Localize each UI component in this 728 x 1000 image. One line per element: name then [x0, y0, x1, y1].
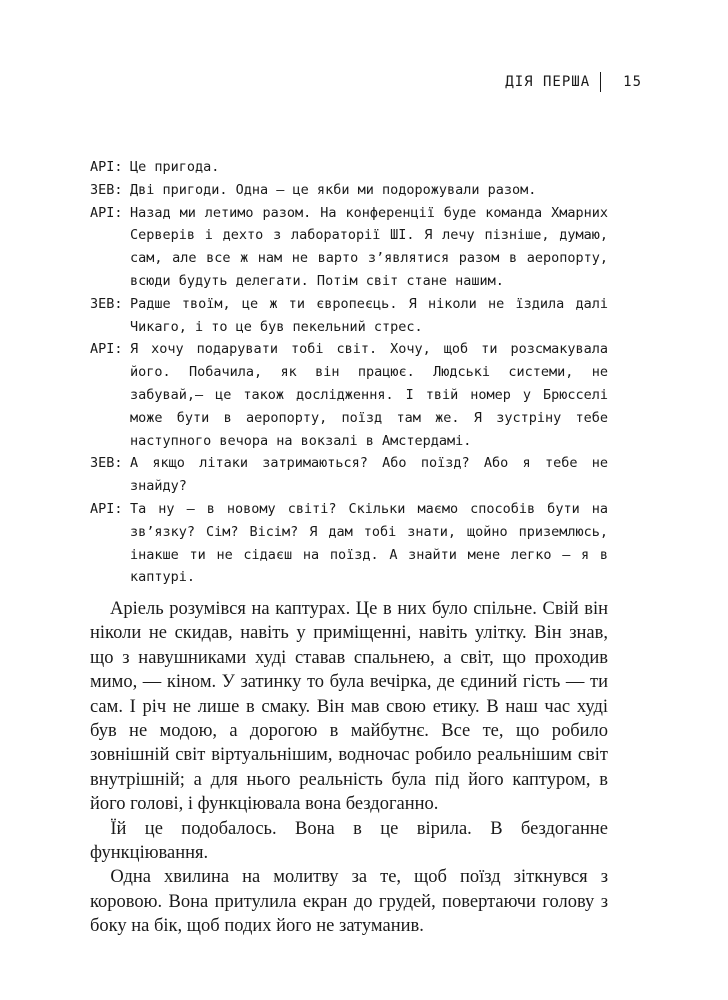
- dialogue-text: Це пригода.: [130, 159, 220, 175]
- speaker-label: ЗЕВ:: [90, 181, 123, 198]
- dialogue-line: [90, 293, 608, 339]
- speaker-label: АРІ:: [90, 500, 123, 517]
- speaker-label: ЗЕВ:: [90, 295, 123, 312]
- dialogue-text: А якщо літаки затримаються? Або поїзд? Або я тебе не знайду?: [130, 455, 608, 495]
- prose-paragraph: Одна хвилина на молитву за те, щоб поїзд зіткнувся з коровою. Вона притулила екран до грудей, повертаючи голову з боку на бік, щоб подих його не затуманив.: [90, 867, 608, 937]
- dialogue-text: Я хочу подарувати тобі світ. Хочу, щоб ти розсмакувала його. Побачила, як він працює. Людські системи, не забувай,— це також дослідження. І твій номер у Брюсселі може бути в аеропорту, поїзд там же. Я зустріну тебе наступного вечора на вокзалі в Амстердамі.: [130, 341, 608, 449]
- prose-block: [90, 597, 608, 939]
- running-head: [505, 72, 642, 92]
- prose-paragraph: Їй це подобалось. Вона в це вірила. В бездоганне функціювання.: [90, 818, 608, 864]
- speaker-label: АРІ:: [90, 341, 123, 358]
- dialogue-line: [90, 156, 608, 179]
- dialogue-text: Радше твоїм, це ж ти європеєць. Я ніколи не їздила далі Чикаго, і то це був пекельний стрес.: [130, 295, 608, 335]
- dialogue-line: [90, 338, 608, 452]
- section-title: ДІЯ ПЕРША: [505, 72, 601, 92]
- dialogue-line: [90, 179, 608, 202]
- dialogue-block: [90, 156, 608, 589]
- dialogue-text: Та ну — в новому світі? Скільки маємо способів бути на зв’язку? Сім? Вісім? Я дам тобі знати, щойно приземлюсь, інакше ти не сідаєш на поїзд. А знайти мене легко — я в каптурі.: [130, 500, 608, 586]
- dialogue-text: Назад ми летимо разом. На конференції буде команда Хмарних Серверів і дехто з лабораторії ШІ. Я лечу пізніше, думаю, сам, але все ж нам не варто з’являтися разом в аеропорту, всюди будуть делегати. Потім світ стане нашим.: [130, 204, 608, 289]
- page-number: 15: [623, 74, 642, 90]
- dialogue-line: [90, 202, 608, 293]
- dialogue-text: Дві пригоди. Одна — це якби ми подорожували разом.: [130, 181, 537, 198]
- speaker-label: ЗЕВ:: [90, 455, 123, 472]
- dialogue-line: [90, 498, 608, 589]
- speaker-label: АРІ:: [90, 159, 123, 175]
- dialogue-line: [90, 452, 608, 498]
- speaker-label: АРІ:: [90, 204, 123, 221]
- prose-paragraph: Аріель розумівся на каптурах. Це в них було спільне. Свій він ніколи не скидав, навіть у приміщенні, навіть улітку. Він знав, що з навушниками худі ставав спальнею, а світ, що проходив мимо, — кіном. У затинку то була вечірка, де єдиний гість — ти сам. І річ не лише в смаку. Він мав свою етику. В наш час худі був не модою, а дорогою в майбутнє. Все те, що робило зовнішній світ віртуальнішим, водночас робило реальнішим світ внутрішній; а для нього реальність була під його каптуром, в його голові, і функціювала вона бездоганно.: [90, 599, 608, 815]
